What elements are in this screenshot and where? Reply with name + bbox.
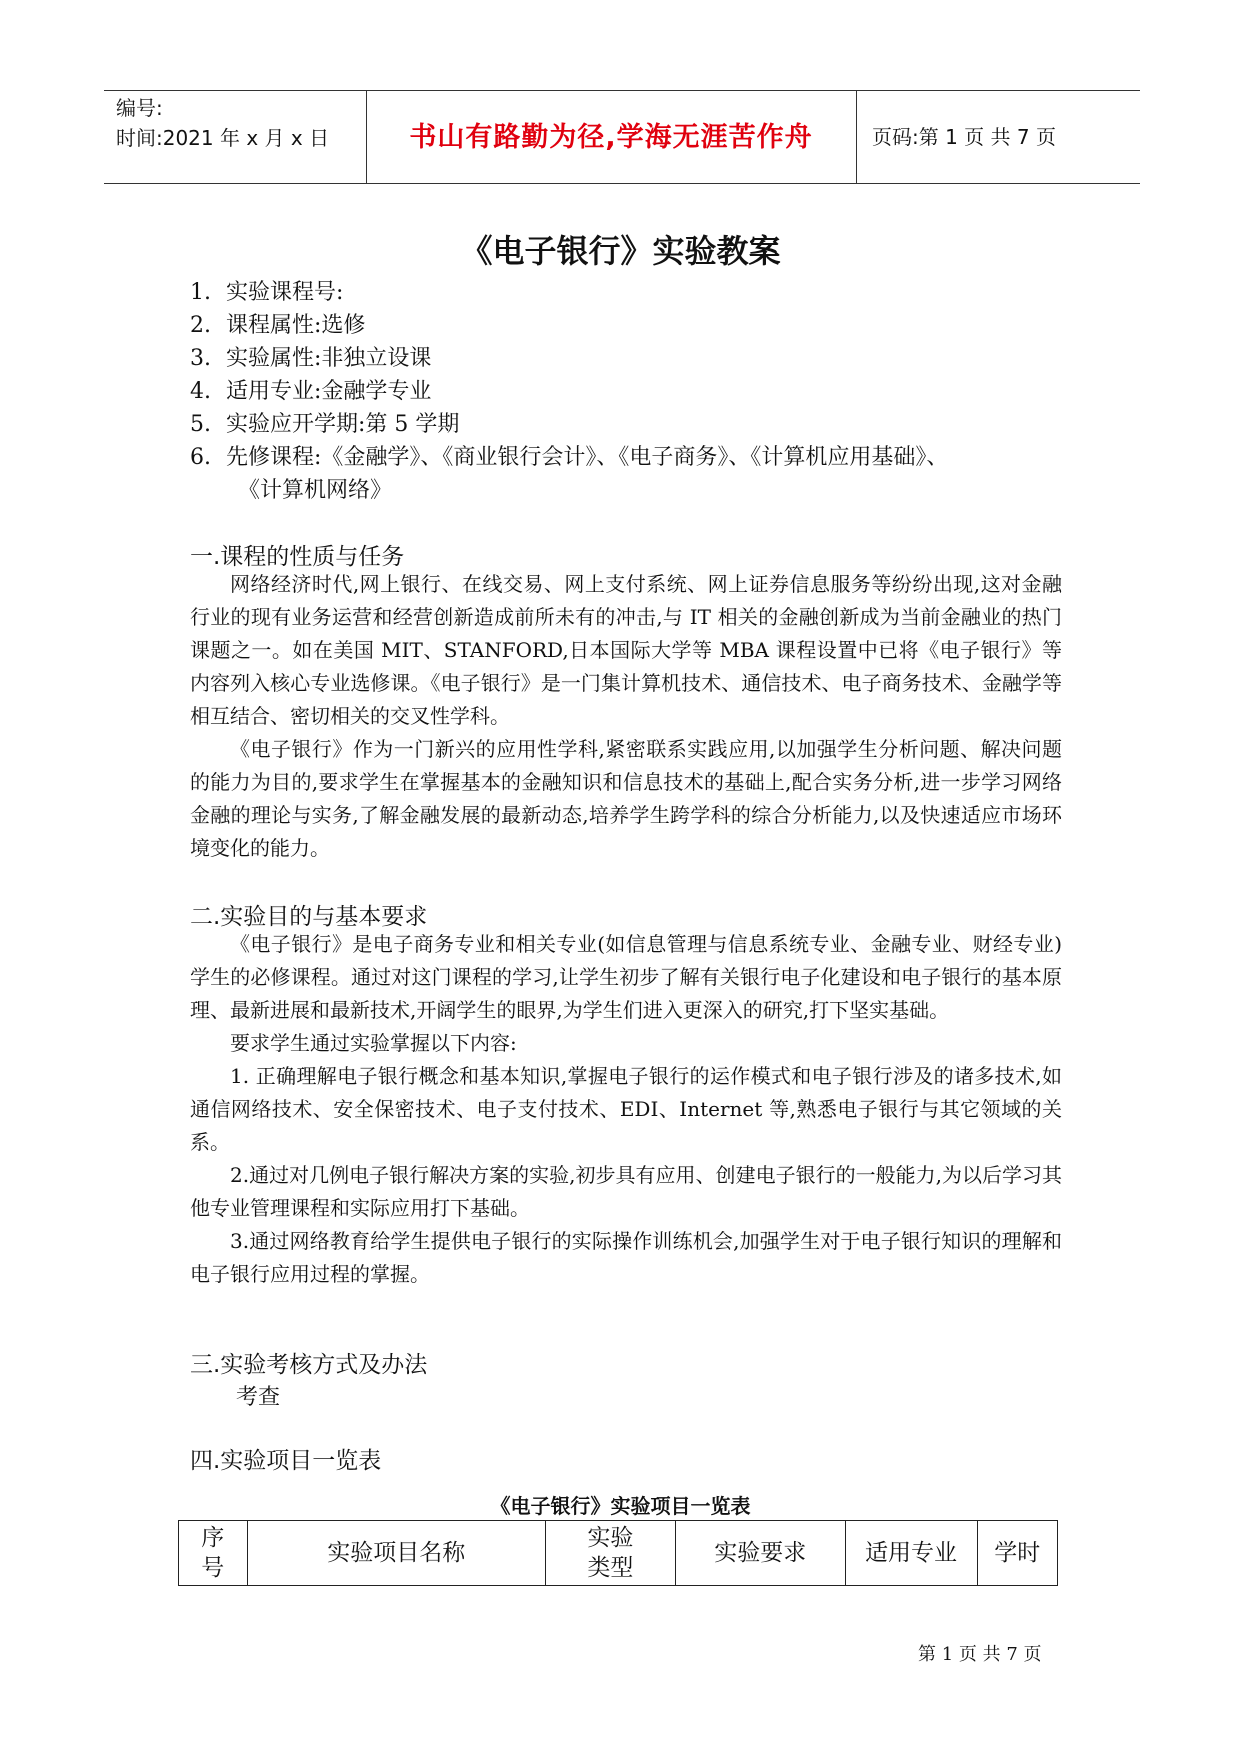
document-time-label: 时间:2021 年 x 月 x 日 <box>116 126 330 150</box>
paragraph: 1. 正确理解电子银行概念和基本知识,掌握电子银行的运作模式和电子银行涉及的诸多技术,如通信网络技术、安全保密技术、电子支付技术、EDI、Internet 等,熟悉电子银行与其它领域的关系。 <box>190 1064 1062 1154</box>
paragraph: 3.通过网络教育给学生提供电子银行的实际操作训练机会,加强学生对于电子银行知识的理解和电子银行应用过程的掌握。 <box>190 1229 1062 1286</box>
document-number-label: 编号: <box>116 96 163 120</box>
section-heading: 四.实验项目一览表 <box>190 1448 382 1474</box>
col-header-requirement: 实验要求 <box>675 1521 845 1586</box>
paragraph: 《电子银行》是电子商务专业和相关专业(如信息管理与信息系统专业、金融专业、财经专业)学生的必修课程。通过对这门课程的学习,让学生初步了解有关银行电子化建设和电子银行的基本原理、最新进展和最新技术,开阔学生的眼界,为学生们进入更深入的研究,打下坚实基础。 <box>190 932 1062 1022</box>
col-header-project-name: 实验项目名称 <box>247 1521 545 1586</box>
info-item: 6. 先修课程:《金融学》、《商业银行会计》、《电子商务》、《计算机应用基础》、 <box>190 445 949 470</box>
table-header-row <box>179 1521 1058 1586</box>
experiment-table <box>178 1520 1058 1586</box>
section-body <box>190 928 1062 1291</box>
col-header-major: 适用专业 <box>845 1521 977 1586</box>
header-page-info: 页码:第 1 页 共 7 页 <box>872 125 1056 149</box>
col-header-index: 序 号 <box>179 1521 248 1586</box>
info-item: 2. 课程属性:选修 <box>190 313 366 338</box>
info-item: 4. 适用专业:金融学专业 <box>190 379 432 404</box>
section-heading: 三.实验考核方式及办法 <box>190 1352 428 1378</box>
paragraph: 2.通过对几例电子银行解决方案的实验,初步具有应用、创建电子银行的一般能力,为以后学习其他专业管理课程和实际应用打下基础。 <box>190 1163 1062 1220</box>
document-header <box>104 90 1140 184</box>
info-item: 3. 实验属性:非独立设课 <box>190 346 432 371</box>
info-item: 5. 实验应开学期:第 5 学期 <box>190 412 460 437</box>
section-body <box>190 568 1062 865</box>
paragraph: 《电子银行》作为一门新兴的应用性学科,紧密联系实践应用,以加强学生分析问题、解决问题的能力为目的,要求学生在掌握基本的金融知识和信息技术的基础上,配合实务分析,进一步学习网络金融的理论与实务,了解金融发展的最新动态,培养学生跨学科的综合分析能力,以及快速适应市场环境变化的能力。 <box>190 737 1062 860</box>
table-caption: 《电子银行》实验项目一览表 <box>490 1494 751 1518</box>
section-heading: 二.实验目的与基本要求 <box>190 904 428 930</box>
col-header-type: 实验 类型 <box>545 1521 675 1586</box>
header-motto: 书山有路勤为径,学海无涯苦作舟 <box>409 122 813 153</box>
header-divider <box>856 91 857 183</box>
section-heading: 一.课程的性质与任务 <box>190 544 405 570</box>
paragraph: 网络经济时代,网上银行、在线交易、网上支付系统、网上证券信息服务等纷纷出现,这对金融行业的现有业务运营和经营创新造成前所未有的冲击,与 IT 相关的金融创新成为当前金融业的热门课题之一。如在美国 MIT、STANFORD,日本国际大学等 MBA 课程设置中已将《电子银行》等内容列入核心专业选修课。《电子银行》是一门集计算机技术、通信技术、电子商务技术、金融学等相互结合、密切相关的交叉性学科。 <box>190 572 1062 728</box>
document-title: 《电子银行》实验教案 <box>460 232 781 270</box>
header-meta <box>116 93 366 153</box>
assessment-method: 考查 <box>236 1385 281 1410</box>
info-item-continuation: 《计算机网络》 <box>238 478 393 503</box>
col-header-hours: 学时 <box>977 1521 1058 1586</box>
paragraph: 要求学生通过实验掌握以下内容: <box>230 1031 517 1055</box>
course-info-list <box>190 276 1090 507</box>
info-item: 1. 实验课程号: <box>190 280 344 305</box>
page-footer: 第 1 页 共 7 页 <box>918 1644 1042 1665</box>
